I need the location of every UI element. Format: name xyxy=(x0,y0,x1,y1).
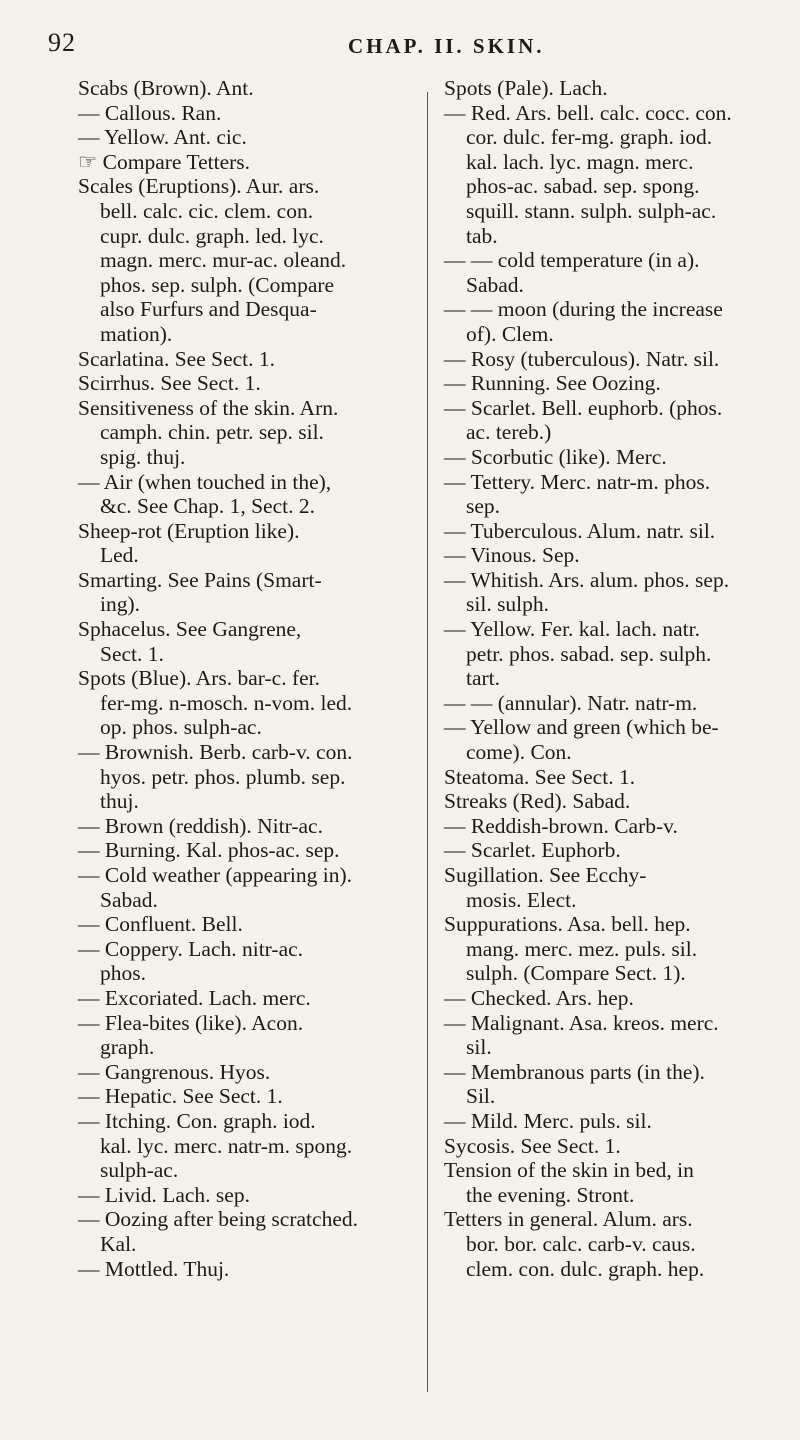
index-entry-line: — Brownish. Berb. carb-v. con. xyxy=(78,740,353,765)
index-entry xyxy=(78,1011,418,1060)
index-entry-line: Sabad. xyxy=(466,272,524,297)
index-entry-line: — Malignant. Asa. kreos. merc. xyxy=(444,1010,719,1035)
index-entry xyxy=(78,666,418,740)
index-entry-line: spig. thuj. xyxy=(100,444,186,469)
index-entry-line: — Scarlet. Bell. euphorb. (phos. xyxy=(444,395,723,420)
index-entry-line: squill. stann. sulph. sulph-ac. xyxy=(466,198,717,223)
index-entry-line: Tetters in general. Alum. ars. xyxy=(444,1207,693,1232)
index-entry-line: Scabs (Brown). Ant. xyxy=(78,76,254,100)
index-entry-line: bor. bor. calc. carb-v. caus. xyxy=(466,1231,696,1256)
index-entry-line: Scales (Eruptions). Aur. ars. xyxy=(78,174,320,199)
index-entry-line: — Gangrenous. Hyos. xyxy=(78,1059,271,1084)
index-entry-line: — Livid. Lach. sep. xyxy=(78,1182,250,1207)
index-entry-line: kal. lyc. merc. natr-m. spong. xyxy=(100,1133,353,1158)
index-entry-line: Scirrhus. See Sect. 1. xyxy=(78,371,261,396)
index-entry-line: tart. xyxy=(466,666,501,691)
index-entry xyxy=(78,1207,418,1256)
index-entry-line: kal. lach. lyc. magn. merc. xyxy=(466,149,694,174)
index-entry-line: cor. dulc. fer-mg. graph. iod. xyxy=(466,125,713,150)
index-entry xyxy=(78,519,418,568)
index-entry-line: — Checked. Ars. hep. xyxy=(444,985,634,1010)
index-entry-line: mation). xyxy=(100,321,173,346)
index-entry xyxy=(78,568,418,617)
index-entry-line: sil. sulph. xyxy=(466,592,550,617)
index-entry-line: — Excoriated. Lach. merc. xyxy=(78,985,311,1010)
index-entry-line: — Tettery. Merc. natr-m. phos. xyxy=(444,469,711,494)
index-entry xyxy=(444,715,784,764)
index-entry xyxy=(78,740,418,814)
index-entry-line: Tension of the skin in bed, in xyxy=(444,1158,694,1183)
index-entry-line: Spots (Pale). Lach. xyxy=(444,76,608,100)
column-rule xyxy=(427,92,428,1392)
index-entry-line: clem. con. dulc. graph. hep. xyxy=(466,1256,705,1281)
left-column xyxy=(78,76,418,1281)
index-entry-line: — Oozing after being scratched. xyxy=(78,1207,358,1232)
index-entry-line: hyos. petr. phos. plumb. sep. xyxy=(100,764,346,789)
index-entry-line: the evening. Stront. xyxy=(466,1182,635,1207)
index-entry xyxy=(444,765,784,790)
index-entry-line: Suppurations. Asa. bell. hep. xyxy=(444,912,691,937)
index-entry-line: phos-ac. sabad. sep. spong. xyxy=(466,174,700,199)
index-entry-line: ☞ Compare Tetters. xyxy=(78,149,251,174)
index-entry-line: — Scorbutic (like). Merc. xyxy=(444,444,667,469)
index-entry xyxy=(78,814,418,839)
index-entry-line: magn. merc. mur-ac. oleand. xyxy=(100,248,347,273)
index-entry-line: petr. phos. sabad. sep. sulph. xyxy=(466,641,712,666)
index-entry-line: Kal. xyxy=(100,1231,137,1256)
index-entry xyxy=(444,543,784,568)
index-entry-line: — Whitish. Ars. alum. phos. sep. xyxy=(444,567,730,592)
index-entry-line: — Flea-bites (like). Acon. xyxy=(78,1010,304,1035)
index-entry xyxy=(444,789,784,814)
index-entry xyxy=(444,838,784,863)
index-entry xyxy=(444,347,784,372)
index-entry-line: — Itching. Con. graph. iod. xyxy=(78,1108,316,1133)
index-entry xyxy=(78,1109,418,1183)
index-entry-line: — — moon (during the increase xyxy=(444,297,723,322)
index-entry-line: sulph. (Compare Sect. 1). xyxy=(466,961,686,986)
index-entry xyxy=(78,838,418,863)
index-entry-line: fer-mg. n-mosch. n-vom. led. xyxy=(100,690,353,715)
index-entry-line: — Vinous. Sep. xyxy=(444,543,580,568)
index-entry-line: Sphacelus. See Gangrene, xyxy=(78,617,302,642)
index-entry xyxy=(78,617,418,666)
page-header xyxy=(48,28,760,68)
index-entry xyxy=(444,396,784,445)
index-entry-line: — Burning. Kal. phos-ac. sep. xyxy=(78,838,340,863)
index-entry xyxy=(444,1011,784,1060)
index-entry-line: Sycosis. See Sect. 1. xyxy=(444,1133,621,1158)
index-entry-line: Smarting. See Pains (Smart- xyxy=(78,567,322,592)
index-entry-line: — Air (when touched in the), xyxy=(78,469,332,494)
index-entry-line: camph. chin. petr. sep. sil. xyxy=(100,420,324,445)
index-entry-line: — Hepatic. See Sect. 1. xyxy=(78,1084,283,1109)
index-entry xyxy=(444,1134,784,1159)
index-entry-line: — Rosy (tuberculous). Natr. sil. xyxy=(444,346,720,371)
index-entry-line: — Yellow. Fer. kal. lach. natr. xyxy=(444,617,700,642)
index-entry-line: mang. merc. mez. puls. sil. xyxy=(466,936,698,961)
index-entry xyxy=(78,1060,418,1085)
index-entry xyxy=(444,76,784,101)
index-entry-line: come). Con. xyxy=(466,740,572,765)
index-entry-line: Sheep-rot (Eruption like). xyxy=(78,518,300,543)
index-entry-line: Sil. xyxy=(466,1084,496,1109)
index-entry-line: — Red. Ars. bell. calc. cocc. con. xyxy=(444,100,732,125)
index-entry-line: — Yellow. Ant. cic. xyxy=(78,125,247,150)
index-entry-line: Led. xyxy=(100,543,139,568)
index-entry-line: Steatoma. See Sect. 1. xyxy=(444,764,636,789)
index-entry xyxy=(78,1183,418,1208)
index-entry-line: Scarlatina. See Sect. 1. xyxy=(78,346,276,371)
index-entry-line: thuj. xyxy=(100,789,139,814)
index-entry-line: bell. calc. cic. clem. con. xyxy=(100,198,314,223)
index-entry-line: cupr. dulc. graph. led. lyc. xyxy=(100,223,324,248)
index-entry xyxy=(78,371,418,396)
index-entry-line: ing). xyxy=(100,592,141,617)
index-entry-line: sil. xyxy=(466,1035,492,1060)
index-entry xyxy=(444,863,784,912)
index-entry xyxy=(78,150,418,175)
index-entry xyxy=(444,568,784,617)
index-entry-line: — Running. See Oozing. xyxy=(444,371,661,396)
index-entry-line: phos. sep. sulph. (Compare xyxy=(100,272,335,297)
index-entry xyxy=(78,347,418,372)
index-entry-line: mosis. Elect. xyxy=(466,887,577,912)
index-entry xyxy=(444,617,784,691)
index-entry-line: Sabad. xyxy=(100,887,158,912)
index-entry-line: — Confluent. Bell. xyxy=(78,912,243,937)
index-entry-line: — Cold weather (appearing in). xyxy=(78,863,353,887)
index-entry xyxy=(78,937,418,986)
index-entry-line: phos. xyxy=(100,961,146,986)
index-entry-line: Streaks (Red). Sabad. xyxy=(444,789,631,814)
index-entry-line: tab. xyxy=(466,223,498,248)
index-entry-line: — Coppery. Lach. nitr-ac. xyxy=(78,936,304,961)
index-entry xyxy=(444,986,784,1011)
right-column xyxy=(444,76,784,1281)
index-entry xyxy=(78,912,418,937)
running-head: CHAP. II. SKIN. xyxy=(348,34,545,58)
index-entry-line: Sect. 1. xyxy=(100,641,164,666)
index-entry xyxy=(444,445,784,470)
index-entry xyxy=(78,101,418,126)
index-entry xyxy=(444,519,784,544)
index-entry xyxy=(444,1158,784,1207)
index-entry-line: — Mild. Merc. puls. sil. xyxy=(444,1108,652,1133)
index-entry-line: — Membranous parts (in the). xyxy=(444,1059,705,1084)
index-entry xyxy=(444,297,784,346)
index-entry-line: Spots (Blue). Ars. bar-c. fer. xyxy=(78,666,320,691)
index-entry-line: ac. tereb.) xyxy=(466,420,552,445)
index-entry xyxy=(78,174,418,346)
index-entry xyxy=(444,371,784,396)
index-entry-line: — — (annular). Natr. natr-m. xyxy=(444,690,698,715)
index-entry xyxy=(444,470,784,519)
index-entry-line: — Yellow and green (which be- xyxy=(444,715,719,740)
index-entry xyxy=(444,1060,784,1109)
index-entry xyxy=(78,125,418,150)
page-number: 92 xyxy=(48,28,76,57)
index-entry xyxy=(444,1207,784,1281)
index-entry xyxy=(444,912,784,986)
index-entry-line: — Scarlet. Euphorb. xyxy=(444,838,621,863)
index-entry xyxy=(78,470,418,519)
index-entry xyxy=(78,1084,418,1109)
index-entry-line: graph. xyxy=(100,1035,155,1060)
index-entry xyxy=(444,1109,784,1134)
index-entry xyxy=(78,986,418,1011)
index-entry-line: sulph-ac. xyxy=(100,1158,179,1183)
index-entry-line: sep. xyxy=(466,494,501,519)
index-entry-line: — — cold temperature (in a). xyxy=(444,248,700,273)
index-entry xyxy=(78,396,418,470)
index-entry xyxy=(78,76,418,101)
index-entry-line: — Reddish-brown. Carb-v. xyxy=(444,813,678,838)
index-entry xyxy=(444,814,784,839)
index-entry-line: — Callous. Ran. xyxy=(78,100,222,125)
index-entry-line: op. phos. sulph-ac. xyxy=(100,715,262,740)
index-entry-line: — Brown (reddish). Nitr-ac. xyxy=(78,813,323,838)
index-entry-line: &c. See Chap. 1, Sect. 2. xyxy=(100,494,315,519)
index-entry xyxy=(78,863,418,912)
index-entry xyxy=(444,691,784,716)
index-entry-line: of). Clem. xyxy=(466,321,554,346)
index-entry-line: — Mottled. Thuj. xyxy=(78,1256,230,1281)
index-entry-line: — Tuberculous. Alum. natr. sil. xyxy=(444,518,716,543)
index-entry-line: also Furfurs and Desqua- xyxy=(100,297,317,322)
index-entry xyxy=(444,101,784,249)
index-entry-line: Sensitiveness of the skin. Arn. xyxy=(78,395,339,420)
index-entry xyxy=(444,248,784,297)
index-entry-line: Sugillation. See Ecchy- xyxy=(444,863,647,887)
index-entry xyxy=(78,1257,418,1282)
